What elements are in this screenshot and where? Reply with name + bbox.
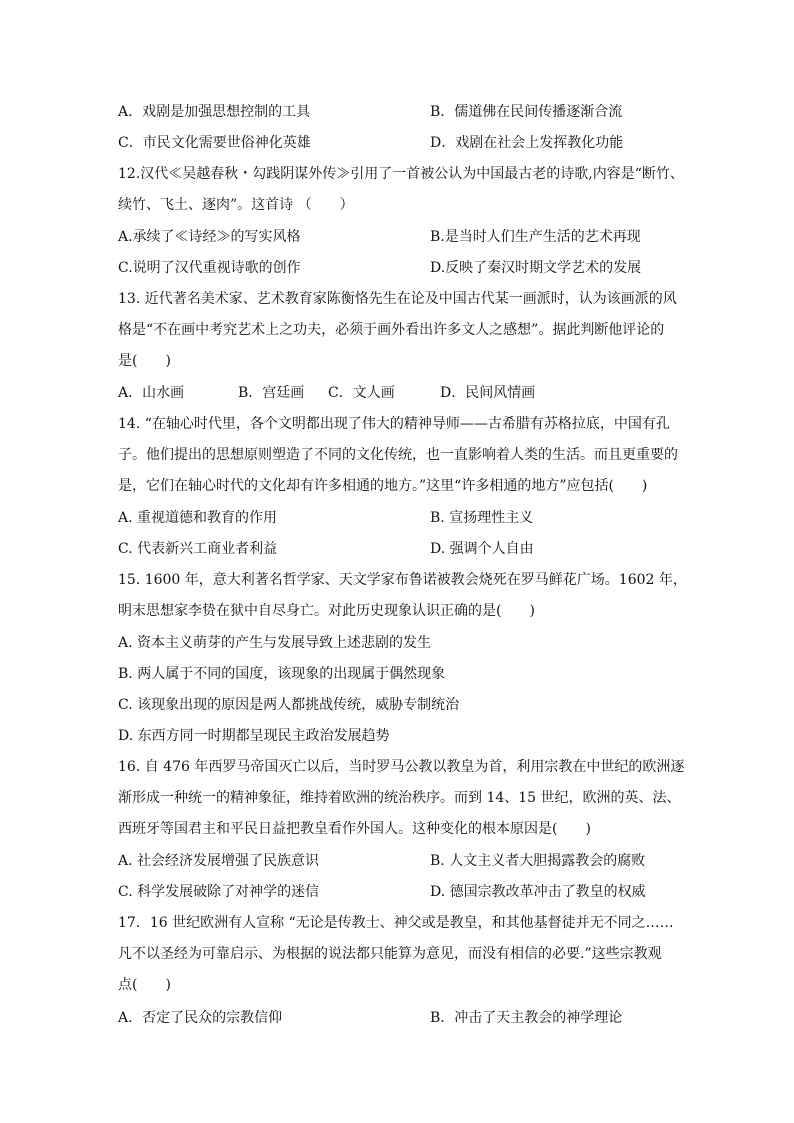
q17-option-b: B．冲击了天主教会的神学理论 — [430, 1010, 623, 1026]
q11-option-d: D．戏剧在社会上发挥教化功能 — [430, 135, 624, 151]
q14-option-d: D. 强调个人自由 — [430, 541, 534, 557]
q12-option-d: D.反映了秦汉时期文学艺术的发展 — [430, 260, 642, 276]
q13-stem-line-1: 13. 近代著名美术家、艺术教育家陈衡恪先生在论及中国古代某一画派时，认为该画派的风 — [118, 291, 677, 307]
q14-stem-line-2: 子。他们提出的思想原则塑造了不同的文化传统，也一直影响着人类的生活。而且更重要的 — [118, 447, 678, 463]
q13-options-row — [118, 383, 678, 403]
q12-option-c: C.说明了汉代重视诗歌的创作 — [118, 260, 301, 276]
q17-stem-line-1: 17．16 世纪欧洲有人宣称 “无论是传教士、神父或是教皇，和其他基督徒并无不同之…… — [118, 915, 674, 931]
q16-stem-line-3: 西班牙等国君主和平民日益把教皇看作外国人。这种变化的根本原因是( ) — [118, 821, 591, 837]
q15-option-c: C. 该现象出现的原因是两人都挑战传统，威胁专制统治 — [118, 697, 460, 713]
q15-option-a: A. 资本主义萌芽的产生与发展导致上述悲剧的发生 — [118, 635, 432, 651]
q13-option-b: B．宫廷画 — [238, 385, 305, 401]
q13-stem-line-2: 格是“不在画中考究艺术上之功夫，必须于画外看出许多文人之感想”。据此判断他评论的 — [118, 322, 665, 338]
q14-options-row-1 — [118, 508, 678, 528]
q16-option-b: B. 人文主义者大胆揭露教会的腐败 — [430, 853, 646, 869]
q15-stem-line-1: 15. 1600 年，意大利著名哲学家、天文学家布鲁诺被教会烧死在罗马鲜花广场。1602 年， — [118, 572, 687, 588]
q15-option-b: B. 两人属于不同的国度，该现象的出现属于偶然现象 — [118, 666, 446, 682]
q11-options-row-1 — [118, 102, 678, 122]
q14-options-row-2 — [118, 539, 678, 559]
q12-options-row-1 — [118, 227, 678, 247]
q16-option-a: A. 社会经济发展增强了民族意识 — [118, 853, 320, 869]
q12-options-row-2 — [118, 258, 678, 278]
q12-stem-line-2: 续竹、飞土、逐肉”。这首诗 （ ） — [118, 197, 354, 213]
q12-option-b: B.是当时人们生产生活的艺术再现 — [430, 229, 641, 245]
q14-option-a: A. 重视道德和教育的作用 — [118, 510, 278, 526]
q11-option-c: C．市民文化需要世俗神化英雄 — [118, 135, 311, 151]
q15-option-d: D. 东西方同一时期都呈现民主政治发展趋势 — [118, 728, 390, 744]
q16-option-d: D. 德国宗教改革冲击了教皇的权威 — [430, 884, 646, 900]
q16-options-row-2 — [118, 882, 678, 902]
q14-stem-line-1: 14. “在轴心时代里，各个文明都出现了伟大的精神导师——古希腊有苏格拉底，中国有孔 — [118, 416, 670, 432]
q14-stem-line-3: 是，它们在轴心时代的文化却有许多相通的地方。”这里“许多相通的地方”应包括( ) — [118, 478, 648, 494]
q13-stem-line-3: 是( ) — [118, 353, 171, 369]
q15-stem-line-2: 明末思想家李贽在狱中自尽身亡。对此历史现象认识正确的是( ) — [118, 603, 535, 619]
q16-options-row-1 — [118, 851, 678, 871]
q16-option-c: C. 科学发展破除了对神学的迷信 — [118, 884, 320, 900]
q11-option-a: A．戏剧是加强思想控制的工具 — [118, 104, 311, 120]
q12-option-a: A.承续了≪诗经≫的写实风格 — [118, 229, 301, 245]
q16-stem-line-1: 16. 自 476 年西罗马帝国灭亡以后，当时罗马公教以教皇为首，利用宗教在中世纪的欧洲逐 — [118, 759, 685, 775]
q11-options-row-2 — [118, 133, 678, 153]
q17-stem-line-2: 凡不以圣经为可靠启示、为根据的说法都只能算为意见，而没有相信的必要.”这些宗教观 — [118, 946, 662, 962]
q16-stem-line-2: 渐形成一种统一的精神象征，维持着欧洲的统治秩序。而到 14、15 世纪，欧洲的英、法、 — [118, 790, 681, 806]
q11-option-b: B．儒道佛在民间传播逐渐合流 — [430, 104, 623, 120]
q17-options-row-1 — [118, 1008, 678, 1028]
q13-option-a: A．山水画 — [118, 385, 185, 401]
q13-option-d: D．民间风情画 — [440, 385, 536, 401]
q12-stem-line-1: 12.汉代≪吴越春秋・勾践阴谋外传≫引用了一首被公认为中国最古老的诗歌,内容是“断竹、 — [118, 166, 684, 182]
q17-option-a: A．否定了民众的宗教信仰 — [118, 1010, 283, 1026]
q17-stem-line-3: 点( ) — [118, 977, 171, 993]
q14-option-c: C. 代表新兴工商业者利益 — [118, 541, 278, 557]
q13-option-c: C．文人画 — [328, 385, 395, 401]
q14-option-b: B. 宣扬理性主义 — [430, 510, 534, 526]
